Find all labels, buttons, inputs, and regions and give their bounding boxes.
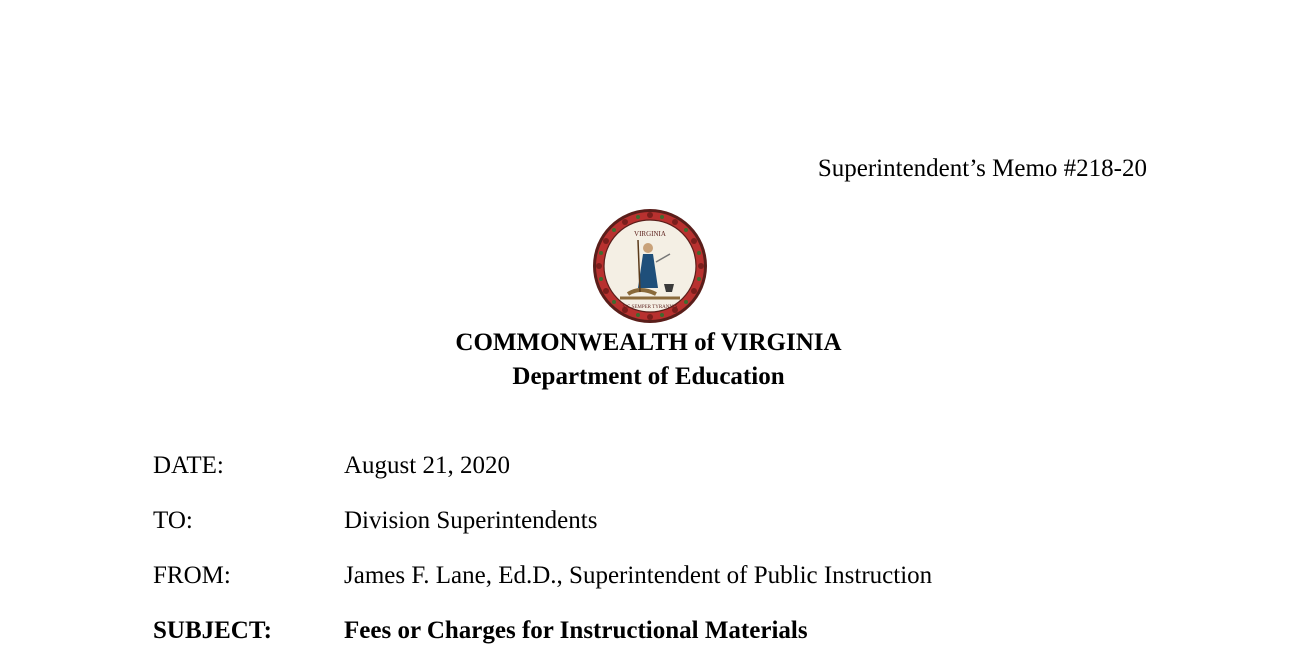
svg-text:SIC SEMPER TYRANNIS: SIC SEMPER TYRANNIS bbox=[622, 305, 678, 310]
date-label: DATE: bbox=[153, 452, 224, 479]
subject-value: Fees or Charges for Instructional Materials bbox=[344, 617, 808, 644]
svg-text:VIRGINIA: VIRGINIA bbox=[634, 230, 666, 238]
to-label: TO: bbox=[153, 507, 193, 534]
memo-number: Superintendent’s Memo #218-20 bbox=[817, 155, 1147, 182]
virginia-state-seal-icon bbox=[590, 206, 710, 326]
from-value: James F. Lane, Ed.D., Superintendent of Public Instruction bbox=[344, 562, 933, 589]
department-name: Department of Education bbox=[512, 363, 785, 390]
subject-label: SUBJECT: bbox=[153, 617, 273, 644]
agency-name: COMMONWEALTH of VIRGINIA bbox=[455, 329, 842, 356]
from-label: FROM: bbox=[153, 562, 231, 589]
to-value: Division Superintendents bbox=[344, 507, 598, 534]
date-value: August 21, 2020 bbox=[344, 452, 510, 479]
